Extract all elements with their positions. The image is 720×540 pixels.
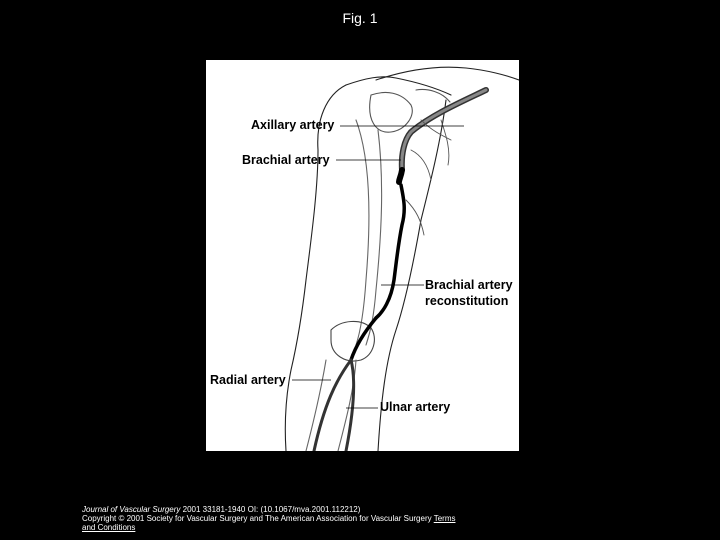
arm-artery-illustration — [206, 60, 519, 451]
copyright-text: Copyright © 2001 Society for Vascular Surgery and The American Association for Vascular Surgery — [82, 514, 432, 523]
brachial-graft — [376, 185, 404, 318]
label-radial-artery: Radial artery — [210, 373, 286, 387]
label-axillary-artery: Axillary artery — [251, 118, 335, 132]
terms-link[interactable]: Terms — [433, 514, 456, 523]
label-brachial-reconstitution-2: reconstitution — [425, 294, 509, 308]
citation-footer — [82, 505, 712, 532]
journal-name: Journal of Vascular Surgery — [82, 505, 181, 514]
brachial-artery-proximal — [399, 170, 402, 182]
radial-artery — [314, 360, 351, 451]
figure-title: Fig. 1 — [342, 10, 378, 26]
humerus-bone — [356, 120, 369, 345]
label-ulnar-artery: Ulnar artery — [380, 400, 451, 414]
conditions-link[interactable]: and Conditions — [82, 523, 136, 532]
brachial-artery-distal — [351, 318, 376, 360]
label-brachial-reconstitution-1: Brachial artery — [425, 278, 513, 292]
arm-outline-left — [285, 85, 346, 451]
copyright-line — [82, 514, 712, 523]
label-brachial-artery: Brachial artery — [242, 153, 330, 167]
citation-text: 2001 33181-1940 OI: (10.1067/mva.2001.112212) — [180, 505, 361, 514]
citation-line — [82, 505, 712, 514]
ulnar-artery — [346, 360, 354, 451]
